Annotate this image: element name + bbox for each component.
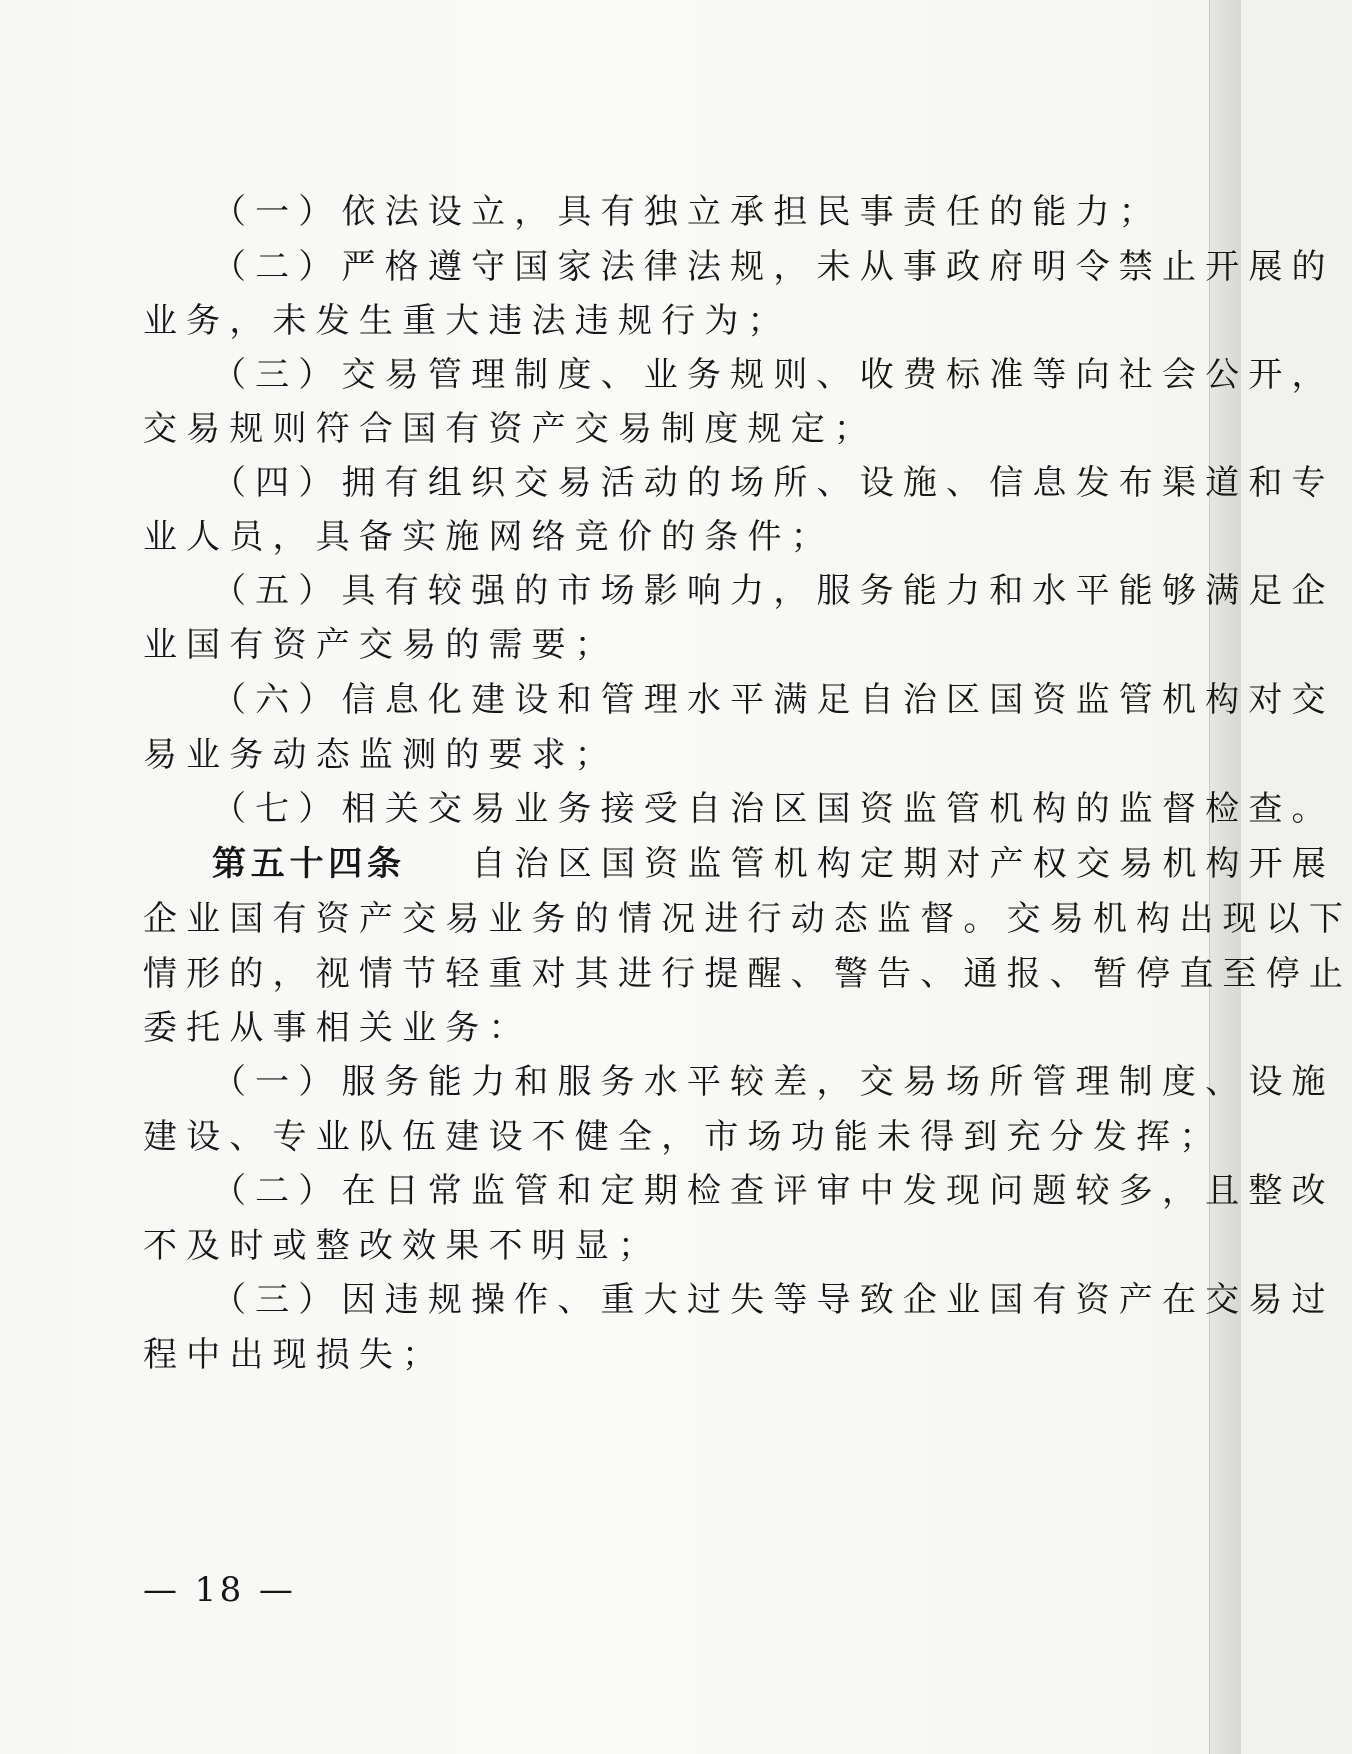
body-line: 委托从事相关业务： (143, 1008, 532, 1048)
clause-line: （四）拥有组织交易活动的场所、设施、信息发布渠道和专 (212, 463, 1335, 503)
clause-line: 业国有资产交易的需要； (143, 625, 618, 665)
article-number: 第五十四条 (212, 844, 406, 884)
clause-line: （三）因违规操作、重大过失等导致企业国有资产在交易过 (212, 1280, 1335, 1320)
clause-line: （一）服务能力和服务水平较差，交易场所管理制度、设施 (212, 1062, 1335, 1102)
clause-line: （七）相关交易业务接受自治区国资监管机构的监督检查。 (212, 789, 1335, 829)
clause-line: （二）严格遵守国家法律法规，未从事政府明令禁止开展的 (212, 247, 1335, 287)
clause-line: 业人员，具备实施网络竞价的条件； (143, 517, 834, 557)
clause-line: 不及时或整改效果不明显； (143, 1226, 662, 1266)
clause-line: （六）信息化建设和管理水平满足自治区国资监管机构对交 (212, 680, 1335, 720)
clause-line: 交易规则符合国有资产交易制度规定； (143, 409, 878, 449)
article-heading-line (212, 844, 1336, 884)
clause-line: （三）交易管理制度、业务规则、收费标准等向社会公开， (212, 355, 1335, 395)
clause-line: 建设、专业队伍建设不健全，市场功能未得到充分发挥； (143, 1117, 1223, 1157)
clause-line: （二）在日常监管和定期检查评审中发现问题较多，且整改 (212, 1171, 1335, 1211)
body-line: 情形的，视情节轻重对其进行提醒、警告、通报、暂停直至停止 (143, 954, 1352, 994)
page-number: — 18 — (143, 1570, 297, 1610)
clause-line: 业务，未发生重大违法违规行为； (143, 301, 791, 341)
body-line: 企业国有资产交易业务的情况进行动态监督。交易机构出现以下 (143, 899, 1352, 939)
article-first-line: 自治区国资监管机构定期对产权交易机构开展 (471, 844, 1336, 884)
clause-line: 易业务动态监测的要求； (143, 735, 618, 775)
clause-line: （五）具有较强的市场影响力，服务能力和水平能够满足企 (212, 571, 1335, 611)
clause-line: （一）依法设立，具有独立承担民事责任的能力； (212, 192, 1162, 232)
clause-line: 程中出现损失； (143, 1335, 446, 1375)
